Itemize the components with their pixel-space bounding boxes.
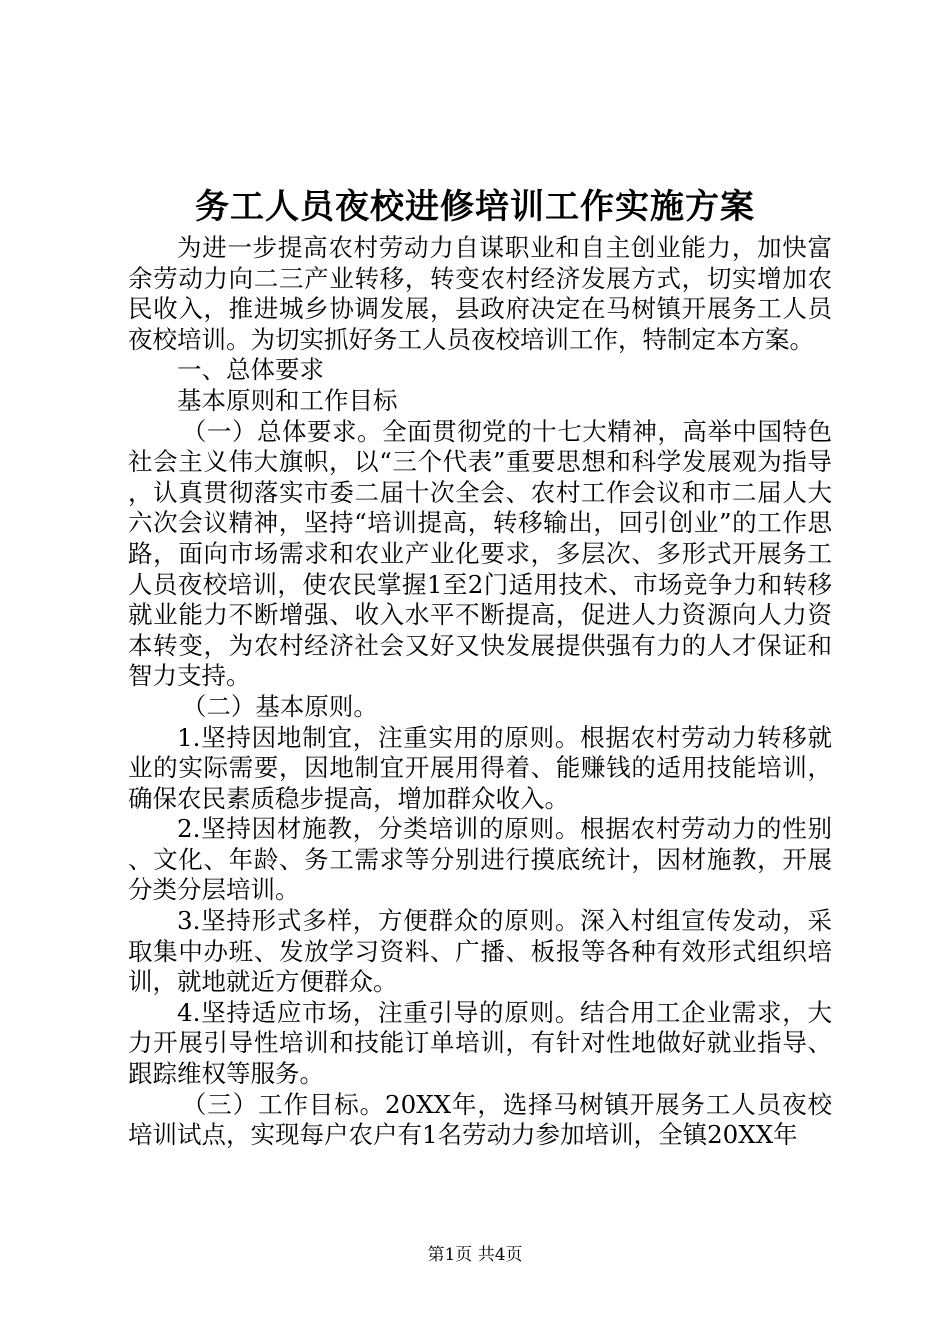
page-number-footer: 第1页 共4页 xyxy=(427,1245,523,1265)
heading-basic-principles: （二）基本原则。 xyxy=(181,691,378,721)
paragraph-work-goals: （三）工作目标。20XX年，选择马树镇开展务工人员夜校培训试点，实现每户农户有1名劳动力参加培训，全镇20XX年 xyxy=(128,1089,832,1150)
principle-2-paragraph: 2.坚持因材施教，分类培训的原则。根据农村劳动力的性别、文化、年龄、务工需求等分别进行摸底统计，因材施教，开展分类分层培训。 xyxy=(128,814,832,905)
principle-3-paragraph: 3.坚持形式多样，方便群众的原则。深入村组宣传发动，采取集中办班、发放学习资料、广播、板报等各种有效形式组织培训，就地就近方便群众。 xyxy=(128,906,832,997)
section-heading-general-requirements: 一、总体要求 xyxy=(177,355,324,385)
paragraph-general-requirements: （一）总体要求。全面贯彻党的十七大精神，高举中国特色社会主义伟大旗帜，以“三个代表”重要思想和科学发展观为指导，认真贯彻落实市委二届十次全会、农村工作会议和市二届人大六次会议精神，坚持“培训提高，转移输出，回引创业”的工作思路，面向市场需求和农业产业化要求，多层次、多形式开展务工人员夜校培训，使农民掌握1至2门适用技术、市场竞争力和转移就业能力不断增强、收入水平不断提高，促进人力资源向人力资本转变，为农村经济社会又好又快发展提供强有力的人才保证和智力支持。 xyxy=(128,416,832,691)
document-body xyxy=(128,233,832,1151)
document-title: 务工人员夜校进修培训工作实施方案 xyxy=(195,187,755,227)
principle-1-paragraph: 1.坚持因地制宜，注重实用的原则。根据农村劳动力转移就业的实际需要，因地制宜开展用得着、能赚钱的适用技能培训，确保农民素质稳步提高，增加群众收入。 xyxy=(128,722,832,813)
intro-paragraph: 为进一步提高农村劳动力自谋职业和自主创业能力，加快富余劳动力向二三产业转移，转变农村经济发展方式，切实增加农民收入，推进城乡协调发展，县政府决定在马树镇开展务工人员夜校培训。为切实抓好务工人员夜校培训工作，特制定本方案。 xyxy=(128,233,832,354)
principle-4-paragraph: 4.坚持适应市场，注重引导的原则。结合用工企业需求，大力开展引导性培训和技能订单培训，有针对性地做好就业指导、跟踪维权等服务。 xyxy=(128,997,832,1089)
subheading-principles-goals: 基本原则和工作目标 xyxy=(177,385,398,415)
